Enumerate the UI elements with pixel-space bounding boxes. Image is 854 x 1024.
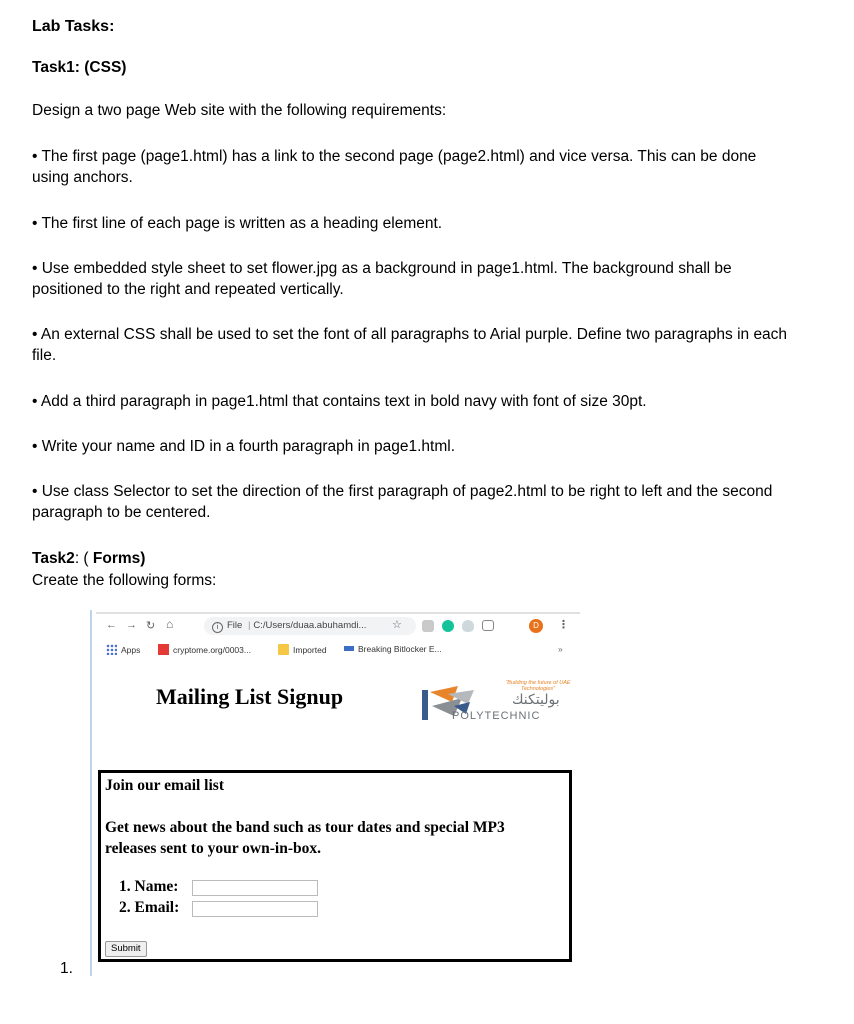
info-icon[interactable]: i [212, 622, 223, 633]
bookmark-apps[interactable]: Apps [106, 644, 140, 655]
profile-avatar[interactable]: D [529, 619, 543, 633]
task1-bullet-7: • Use class Selector to set the direction of the first paragraph of page2.html to be right to left and the second paragraph to be centered. [32, 483, 773, 521]
address-text: C:/Users/duaa.abuhamdi... [253, 620, 367, 631]
task1-intro: Design a two page Web site with the following requirements: [32, 102, 447, 119]
polytechnic-logo [418, 680, 578, 724]
menu-icon[interactable]: ⋮ [558, 619, 569, 631]
back-arrow-icon[interactable]: ← [106, 619, 117, 631]
task1-bullet-4: • An external CSS shall be used to set the font of all paragraphs to Arial purple. Define two paragraphs in each file. [32, 326, 788, 364]
email-row [119, 899, 191, 917]
site-icon [344, 646, 354, 651]
form-paragraph-2: Get news about the band such as tour dates and special MP3 releases sent to your own-in-box. [105, 819, 505, 857]
reload-icon[interactable]: ↻ [146, 620, 156, 632]
home-icon[interactable]: ⌂ [166, 617, 174, 631]
email-input[interactable] [192, 901, 318, 917]
browser-toolbar [96, 612, 580, 640]
task1-bullet-6: • Write your name and ID in a fourth paragraph in page1.html. [32, 438, 456, 455]
folder-icon [278, 644, 289, 655]
bookmark-bitlocker[interactable]: Breaking Bitlocker E... [344, 644, 442, 654]
logo-tagline: “Building the future of UAE Technologies” [505, 680, 571, 692]
email-label: 2. Email: [119, 899, 180, 916]
screen-icon[interactable] [482, 620, 494, 631]
bookmarks-bar [96, 640, 580, 660]
logo-arabic: بوليتكنك [512, 692, 560, 708]
star-icon[interactable]: ☆ [392, 619, 402, 631]
mailing-list-heading: Mailing List Signup [156, 684, 344, 709]
forward-arrow-icon[interactable]: → [126, 619, 137, 631]
task2-title: Task2: ( Forms) [32, 550, 146, 567]
task1-bullet-2: • The first line of each page is written as a heading element. [32, 215, 443, 232]
bookmark-imported[interactable]: Imported [278, 644, 327, 655]
logo-name: POLYTECHNIC [452, 710, 541, 722]
name-label: 1. Name: [119, 878, 179, 895]
apps-grid-icon [106, 644, 117, 655]
name-input[interactable] [192, 880, 318, 896]
address-bar[interactable]: i File | C:/Users/duaa.abuhamdi... [204, 617, 416, 635]
name-row [119, 878, 191, 896]
task1-bullet-1: • The first page (page1.html) has a link to the second page (page2.html) and vice versa. This can be done using anchors. [32, 148, 757, 186]
task1-title: Task1: (CSS) [32, 59, 127, 76]
shield-icon[interactable] [462, 620, 474, 632]
task2-intro: Create the following forms: [32, 572, 217, 589]
bookmark-cryptome[interactable]: cryptome.org/0003... [158, 644, 251, 655]
grammarly-icon[interactable] [442, 620, 454, 632]
list-number: 1. [60, 960, 73, 977]
form-paragraph-1: Join our email list [105, 777, 224, 794]
extension-1-icon[interactable] [422, 620, 434, 632]
lab-tasks-heading: Lab Tasks: [32, 18, 115, 35]
task1-bullet-3: • Use embedded style sheet to set flower.jpg as a background in page1.html. The background shall be positioned to the right and repeated vertically. [32, 260, 732, 298]
task1-bullet-5: • Add a third paragraph in page1.html that contains text in bold navy with font of size 30pt. [32, 393, 647, 410]
address-prefix: File [227, 620, 243, 631]
red-square-icon [158, 644, 169, 655]
submit-button[interactable]: Submit [105, 941, 147, 957]
screenshot-edge [90, 610, 92, 976]
signup-form [98, 770, 572, 962]
bookmarks-overflow[interactable]: » [558, 644, 563, 654]
